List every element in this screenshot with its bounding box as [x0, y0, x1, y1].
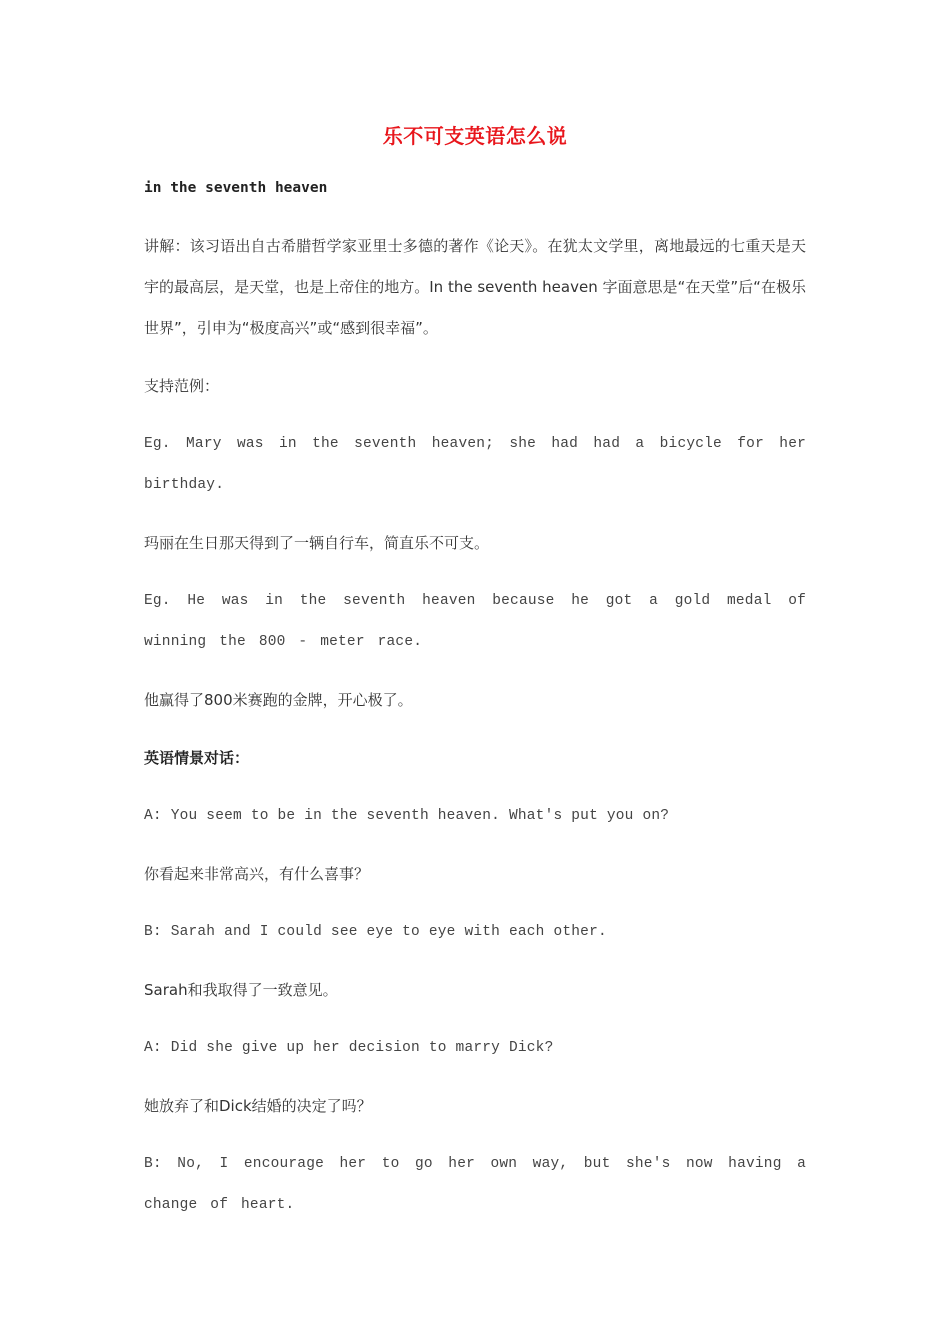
dialogue-line-3-english: A: Did she give up her decision to marry Dick? [144, 1040, 554, 1056]
dialogue-line-2-chinese: Sarah和我取得了一致意见。 [144, 981, 338, 999]
example-1-chinese: 玛丽在生日那天得到了一辆自行车，简直乐不可支。 [144, 534, 490, 552]
dialogue-line-3-chinese: 她放弃了和Dick结婚的决定了吗？ [144, 1097, 372, 1115]
explanation-paragraph: 讲解：该习语出自古希腊哲学家亚里士多德的著作《论天》。在犹太文学里，离地最远的七重天是天宇的最高层，是天堂，也是上帝住的地方。In the seventh heaven 字面意思是“在天堂”后“在极乐世界”，引申为“极度高兴”或“感到很幸福”。 [144, 237, 806, 337]
dialogue-heading: 英语情景对话： [144, 749, 250, 767]
page-title: 乐不可支英语怎么说 [382, 124, 568, 148]
dialogue-line-2-english: B: Sarah and I could see eye to eye with each other. [144, 924, 607, 940]
idiom-heading: in the seventh heaven [144, 180, 328, 196]
dialogue-line-1-chinese: 你看起来非常高兴，有什么喜事？ [144, 865, 370, 883]
document-body [144, 168, 806, 1243]
dialogue-line-4-english: B: No, I encourage her to go her own way, but she's now having a change of heart. [144, 1156, 806, 1213]
example-2-chinese: 他赢得了800米赛跑的金牌，开心极了。 [144, 691, 413, 709]
example-1-english: Eg. Mary was in the seventh heaven; she had had a bicycle for her birthday. [144, 436, 806, 493]
examples-heading: 支持范例： [144, 377, 220, 395]
example-2-english: Eg. He was in the seventh heaven because he got a gold medal of winning the 800 - meter race. [144, 593, 806, 650]
dialogue-line-1-english: A: You seem to be in the seventh heaven. What's put you on? [144, 808, 670, 824]
